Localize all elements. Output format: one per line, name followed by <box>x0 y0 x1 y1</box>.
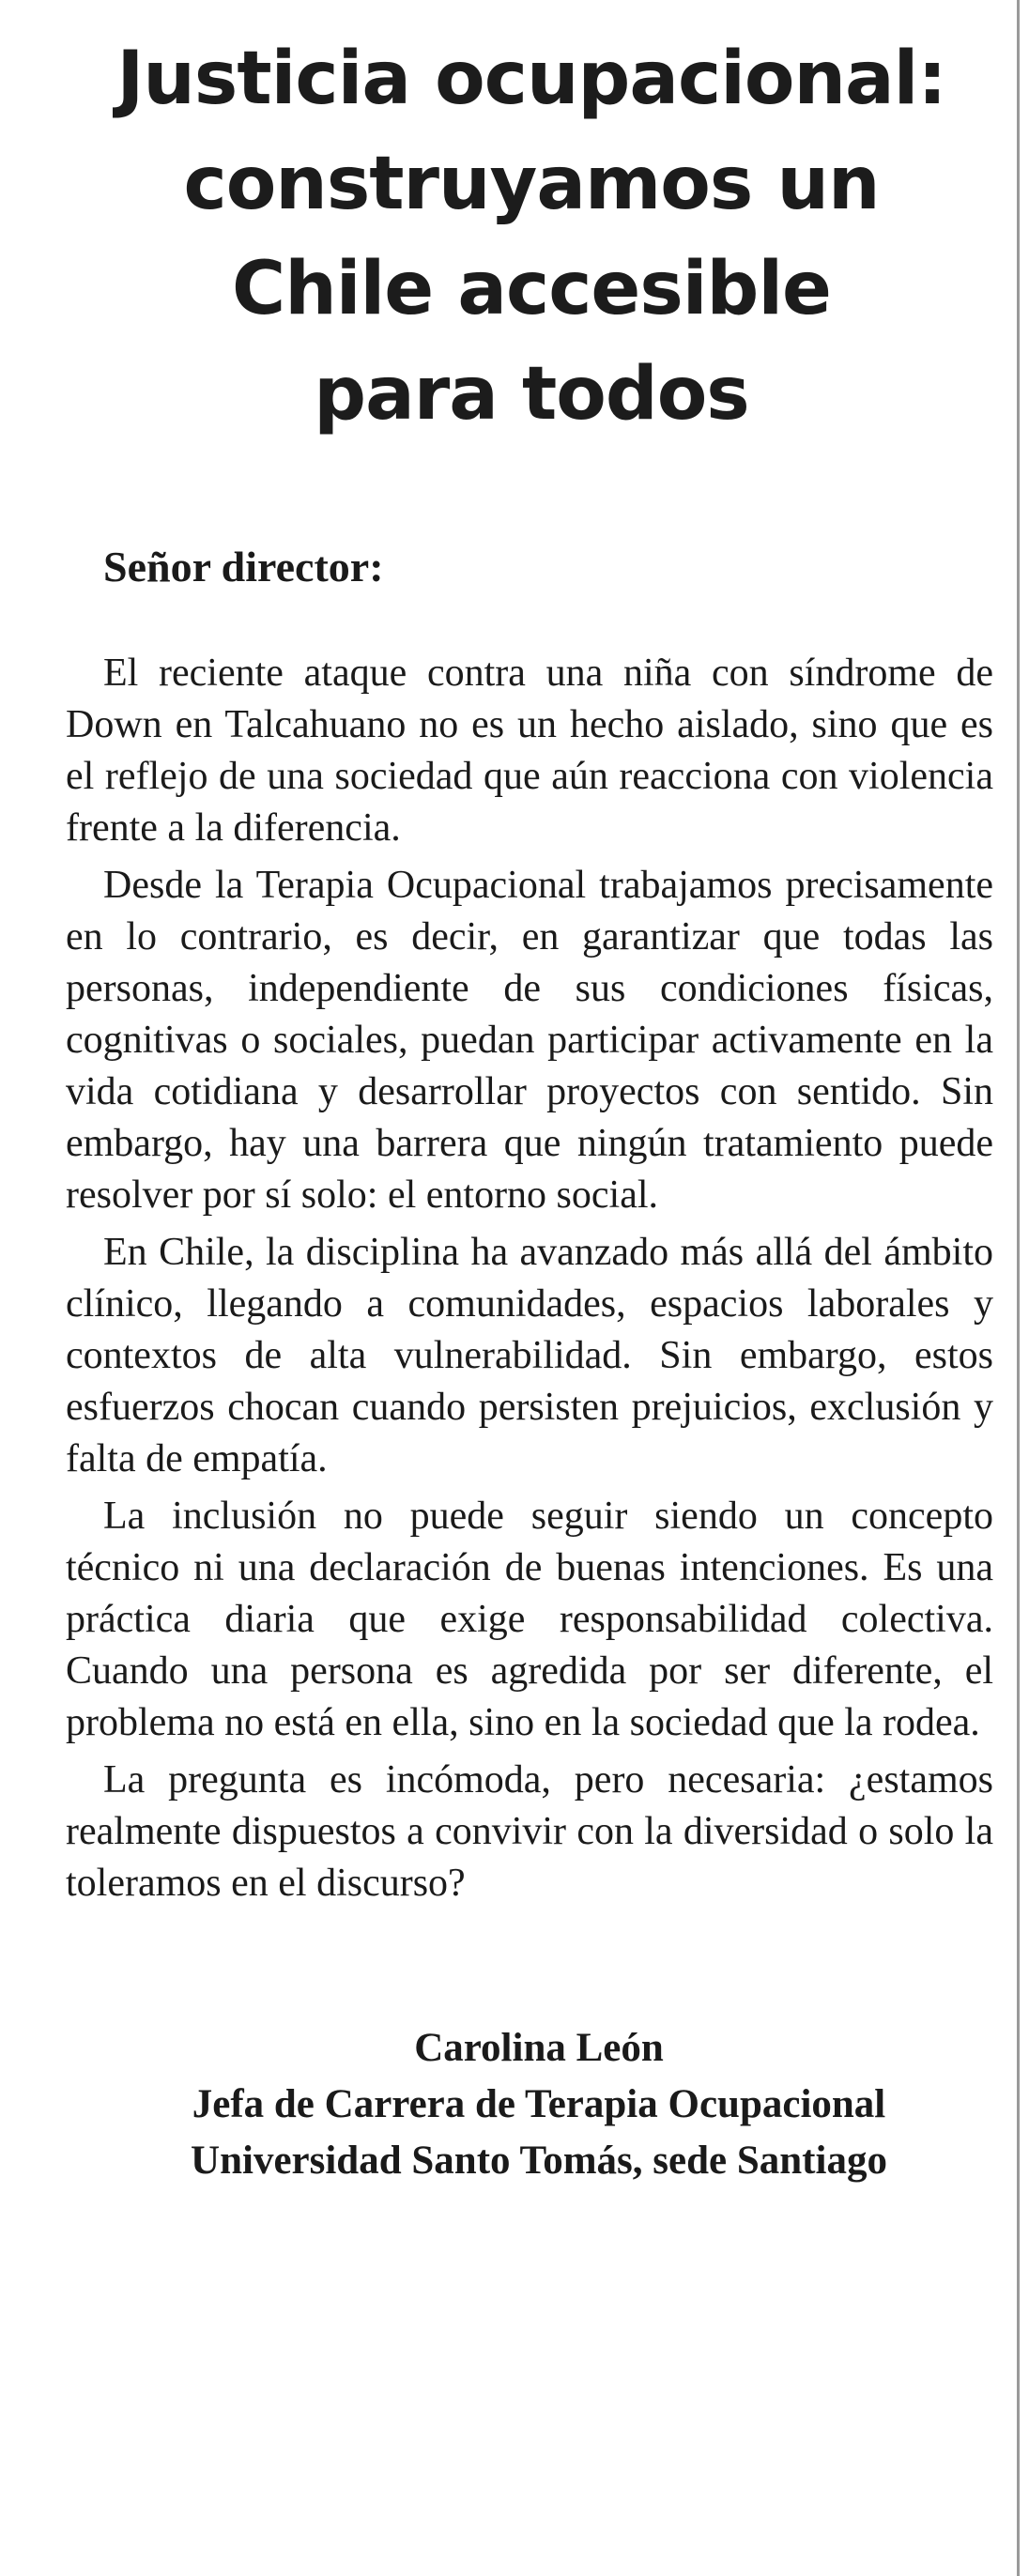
paragraph-5: La pregunta es incómoda, pero necesaria: ¿estamos realmente dispuestos a convivir con la diversidad o solo la toleramos en el discurso? <box>66 1758 993 1905</box>
column-divider <box>1017 0 1020 2576</box>
paragraph-3: En Chile, la disciplina ha avanzado más allá del ámbito clínico, llegando a comunidades, espacios laborales y contextos de alta vulnerabilidad. Sin embargo, estos esfuerzos chocan cuando persisten prejuicios, exclusión y falta de empatía. <box>66 1231 993 1480</box>
author-position: Jefa de Carrera de Terapia Ocupacional <box>192 2082 886 2126</box>
headline-line-2: construyamos un <box>183 142 880 226</box>
headline-line-1: Justicia ocupacional: <box>116 37 946 121</box>
paragraph-1: El reciente ataque contra una niña con síndrome de Down en Talcahuano no es un hecho aislado, sino que es el reflejo de una sociedad que aún reacciona con violencia frente a la diferencia. <box>66 652 993 850</box>
author-name: Carolina León <box>414 2026 664 2070</box>
letter-body <box>66 648 993 1909</box>
headline <box>66 26 984 447</box>
paragraph-2: Desde la Terapia Ocupacional trabajamos precisamente en lo contrario, es decir, en garantizar que todas las personas, independiente de sus condiciones físicas, cognitivas o sociales, puedan participar activamente en la vida cotidiana y desarrollar proyectos con sentido. Sin embargo, hay una barrera que ningún tratamiento puede resolver por sí solo: el entorno social. <box>66 864 993 1217</box>
salutation: Señor director: <box>103 543 384 590</box>
paragraph-4: La inclusión no puede seguir siendo un concepto técnico ni una declaración de buenas intenciones. Es una práctica diaria que exige responsabilidad colectiva. Cuando una persona es agredida por ser diferente, el problema no está en ella, sino en la sociedad que la rodea. <box>66 1495 993 1744</box>
headline-line-4: para todos <box>314 352 749 437</box>
signature-block <box>66 2020 1003 2189</box>
headline-line-3: Chile accesible <box>232 247 831 331</box>
author-institution: Universidad Santo Tomás, sede Santiago <box>191 2139 887 2183</box>
